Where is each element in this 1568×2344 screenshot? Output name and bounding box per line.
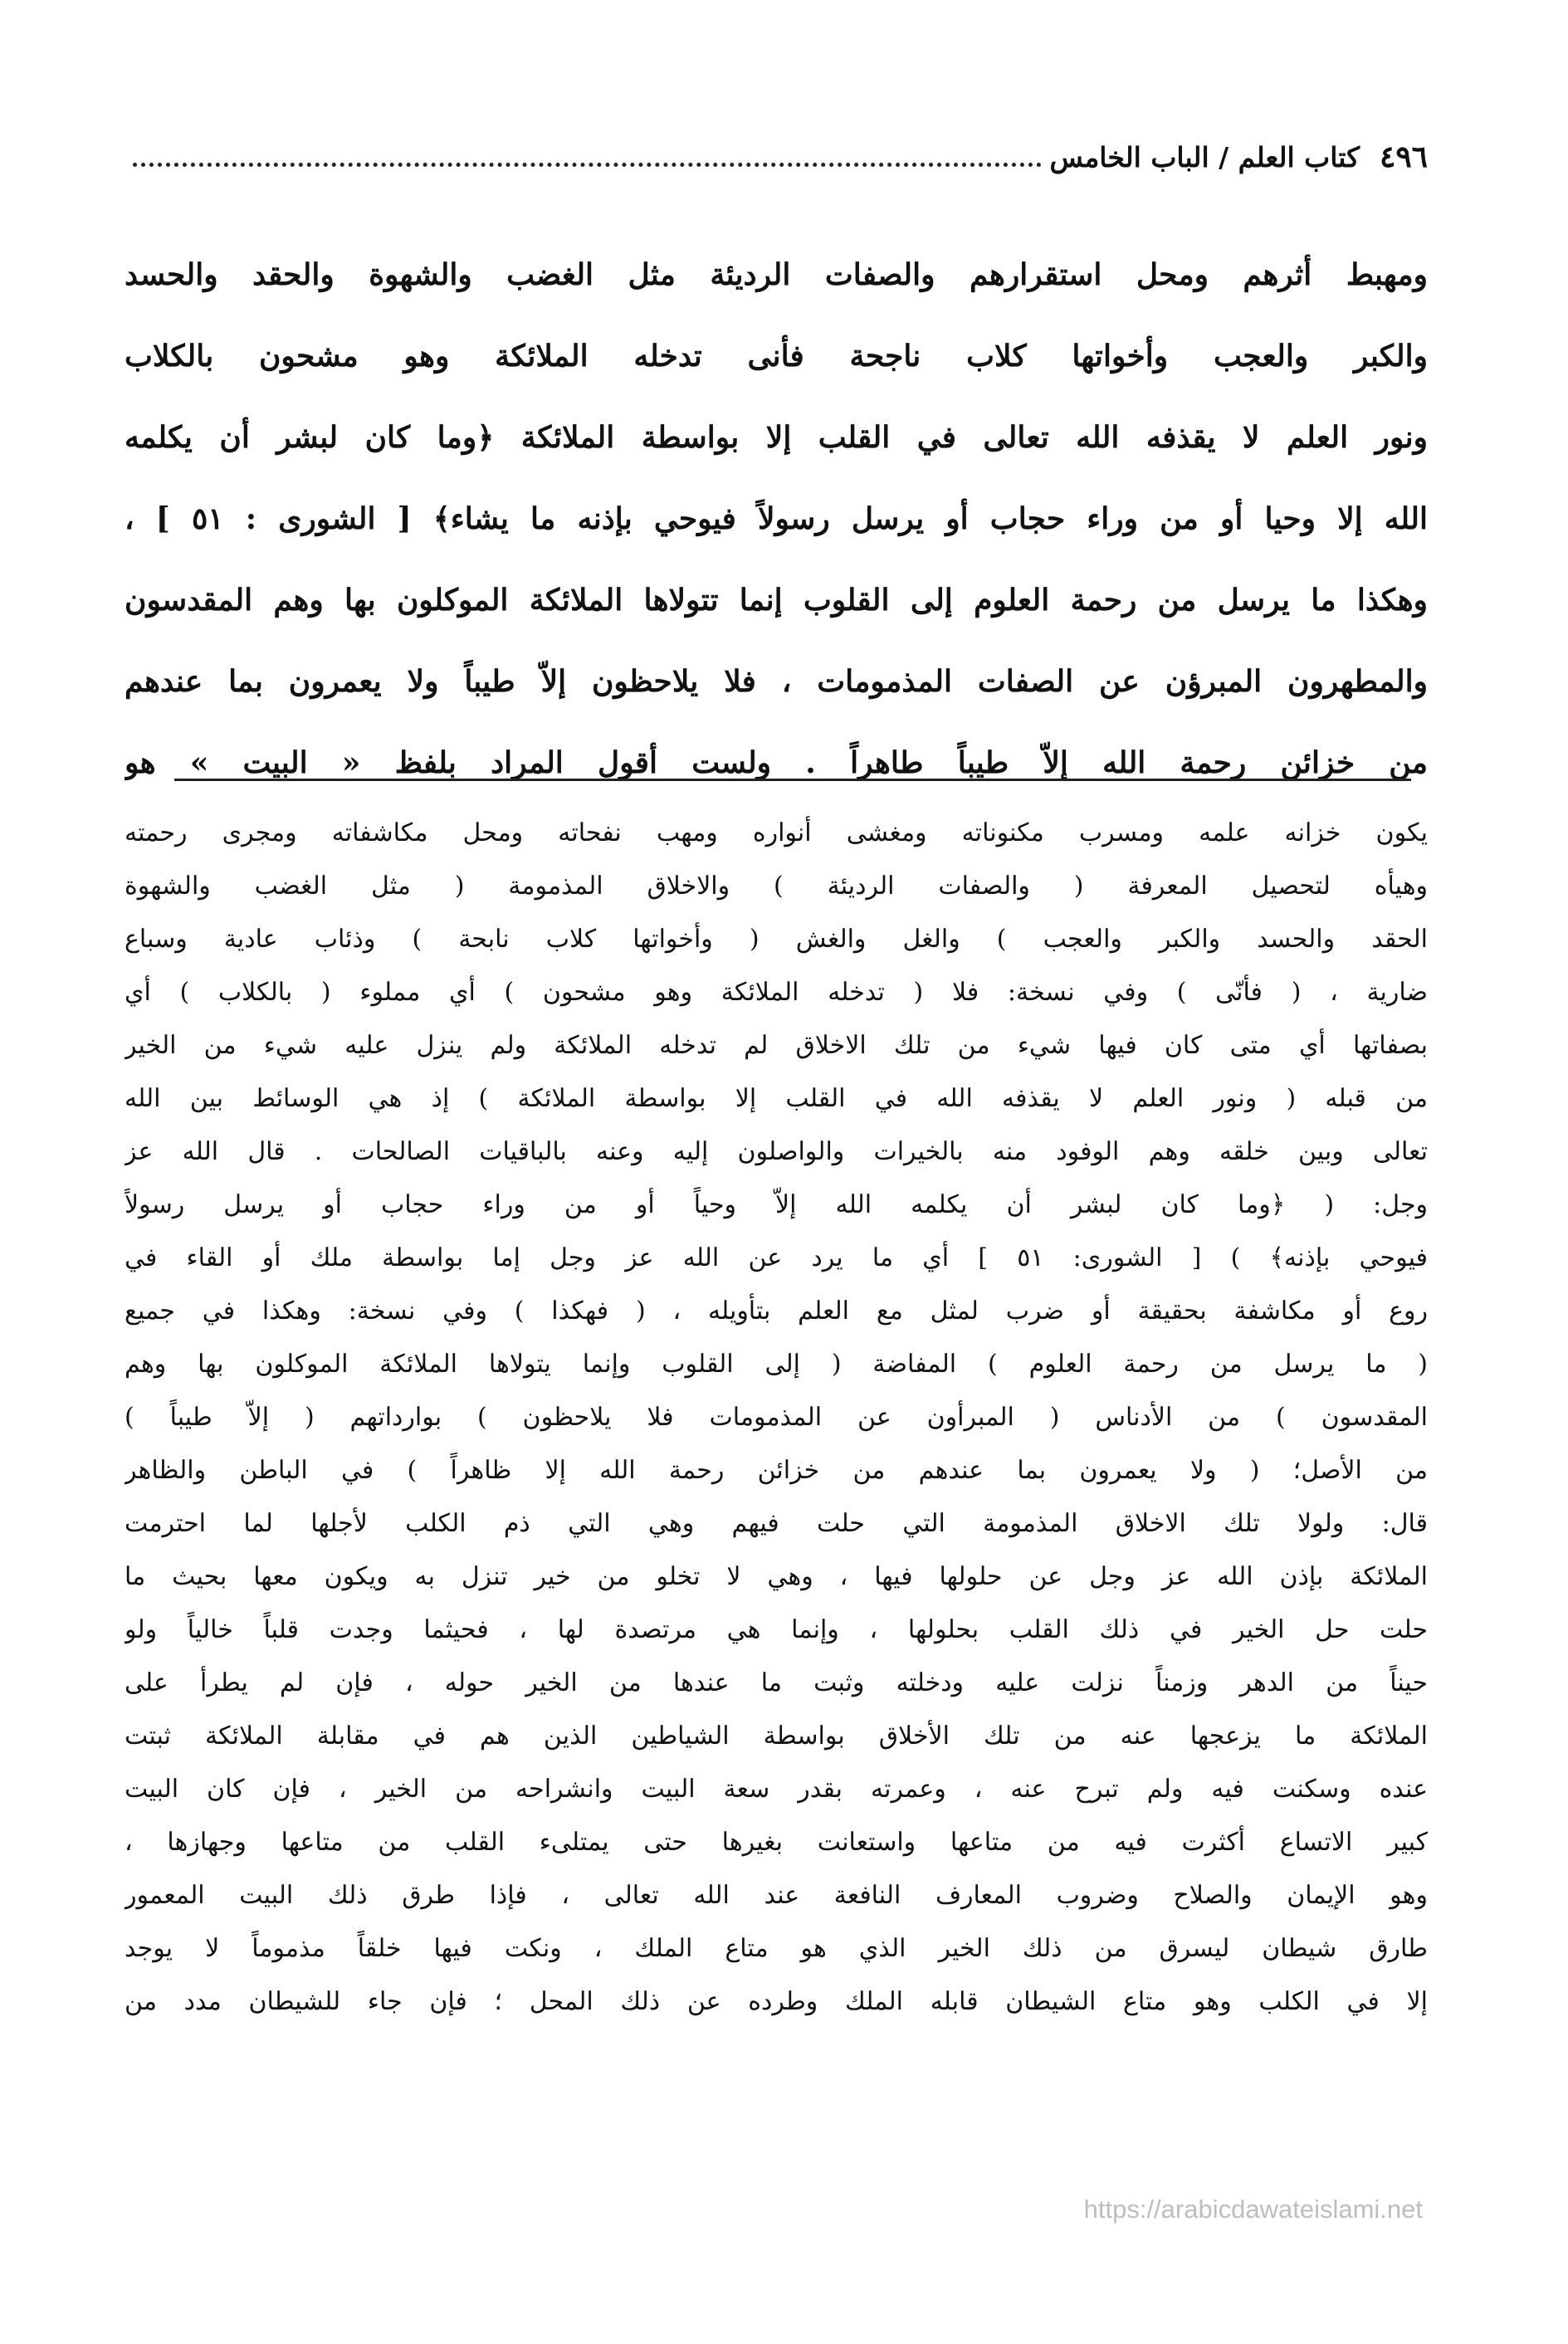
commentary-line: ( ما يرسل من رحمة العلوم ) المفاضة ( إلى القلوب وإنما يتولاها الملائكة الموكلون بها وهم xyxy=(125,1350,1428,1379)
footnote-separator xyxy=(174,779,1411,781)
commentary-line: من الأصل؛ ( ولا يعمرون بما عندهم من خزائن رحمة الله إلا ظاهراً ) في الباطن والظاهر xyxy=(125,1456,1428,1485)
page-number: ٤٩٦ xyxy=(1379,139,1428,174)
running-title: كتاب العلم / الباب الخامس xyxy=(1049,141,1360,173)
commentary-line: كبير الاتساع أكثرت فيه من متاعها واستعانت بغيرها حتى يمتلىء القلب من متاعها وجهازها ، xyxy=(125,1828,1428,1857)
commentary-line: من قبله ( ونور العلم لا يقذفه الله في القلب إلا بواسطة الملائكة ) إذ هي الوسائط بين الله xyxy=(125,1084,1428,1113)
source-watermark: https://arabicdawateislami.net xyxy=(1083,2195,1423,2224)
main-text-line: ومهبط أثرهم ومحل استقرارهم والصفات الرديئة مثل الغضب والشهوة والحقد والحسد xyxy=(125,257,1428,292)
commentary-line: الحقد والحسد والكبر والعجب ) والغل والغش ( وأخواتها كلاب نابحة ) وذئاب عادية وسباع xyxy=(125,925,1428,954)
main-text-line: والكبر والعجب وأخواتها كلاب ناجحة فأنى تدخله الملائكة وهو مشحون بالكلاب xyxy=(125,339,1428,374)
commentary-line: روع أو مكاشفة بحقيقة أو ضرب لمثل مع العلم بتأويله ، ( فهكذا ) وفي نسخة: وهكذا في جميع xyxy=(125,1297,1428,1326)
main-text-line: من خزائن رحمة الله إلاّ طيباً طاهراً . ولست أقول المراد بلفظ « البيت » هو xyxy=(125,745,1428,780)
header-leader-dots xyxy=(133,162,1042,167)
page-header xyxy=(125,139,1428,189)
commentary-line: تعالى وبين خلقه وهم الوفود منه بالخيرات والواصلون إليه وعنه بالباقيات الصالحات . قال الله عز xyxy=(125,1137,1428,1166)
main-text-line: ونور العلم لا يقذفه الله تعالى في القلب إلا بواسطة الملائكة ﴿وما كان لبشر أن يكلمه xyxy=(125,420,1428,455)
commentary-block xyxy=(125,807,1428,2029)
commentary-line: حيناً من الدهر وزمناً نزلت عليه ودخلته وثبت ما عندها من الخير حوله ، فإن لم يطرأ على xyxy=(125,1668,1428,1697)
commentary-line: ضارية ، ( فأنّى ) وفي نسخة: فلا ( تدخله الملائكة وهو مشحون ) أي مملوء ( بالكلاب ) أي xyxy=(125,978,1428,1007)
main-text-block xyxy=(125,234,1428,803)
commentary-line: بصفاتها أي متى كان فيها شيء من تلك الاخلاق لم تدخله الملائكة ولم ينزل عليه شيء من الخير xyxy=(125,1031,1428,1060)
main-text-line: والمطهرون المبرؤن عن الصفات المذمومات ، فلا يلاحظون إلاّ طيباً ولا يعمرون بما عندهم xyxy=(125,664,1428,699)
commentary-line: الملائكة ما يزعجها عنه من تلك الأخلاق بواسطة الشياطين الذين هم في مقابلة الملائكة ثبتت xyxy=(125,1721,1428,1751)
commentary-line: يكون خزانه علمه ومسرب مكنوناته ومغشى أنواره ومهب نفحاته ومحل مكاشفاته ومجرى رحمته xyxy=(125,818,1428,847)
commentary-line: وجل: ( ﴿وما كان لبشر أن يكلمه الله إلاّ وحياً أو من وراء حجاب أو يرسل رسولاً xyxy=(125,1190,1428,1219)
commentary-line: إلا في الكلب وهو متاع الشيطان قابله الملك وطرده عن ذلك المحل ؛ فإن جاء للشيطان مدد من xyxy=(125,1987,1428,2016)
commentary-line: المقدسون ) من الأدناس ( المبرأون عن المذمومات فلا يلاحظون ) بوارداتهم ( إلاّ طيباً ) xyxy=(125,1403,1428,1432)
commentary-line: قال: ولولا تلك الاخلاق المذمومة التي حلت فيهم وهي التي ذم الكلب لأجلها لما احترمت xyxy=(125,1509,1428,1538)
commentary-line: حلت حل الخير في ذلك القلب بحلولها ، وإنما هي مرتصدة لها ، فحيثما وجدت قلباً خالياً ولو xyxy=(125,1615,1428,1644)
commentary-line: وهو الإيمان والصلاح وضروب المعارف النافعة عند الله تعالى ، فإذا طرق ذلك البيت المعمور xyxy=(125,1881,1428,1910)
commentary-line: فيوحي بإذنه﴾ ) [ الشورى: ٥١ ] أي ما يرد عن الله عز وجل إما بواسطة ملك أو القاء في xyxy=(125,1243,1428,1272)
main-text-line: الله إلا وحيا أو من وراء حجاب أو يرسل رسولاً فيوحي بإذنه ما يشاء﴾ [ الشورى : ٥١ ] ، xyxy=(125,501,1428,536)
commentary-line: وهيأه لتحصيل المعرفة ( والصفات الرديئة ) والاخلاق المذمومة ( مثل الغضب والشهوة xyxy=(125,872,1428,901)
main-text-line: وهكذا ما يرسل من رحمة العلوم إلى القلوب إنما تتولاها الملائكة الموكلون بها وهم المقدسون xyxy=(125,583,1428,618)
commentary-line: الملائكة بإذن الله عز وجل عن حلولها فيها ، وهي لا تخلو من خير تنزل به ويكون معها بحيث ما xyxy=(125,1562,1428,1591)
commentary-line: عنده وسكنت فيه ولم تبرح عنه ، وعمرته بقدر سعة البيت وانشراحه من الخير ، فإن كان البيت xyxy=(125,1775,1428,1804)
commentary-line: طارق شيطان ليسرق من ذلك الخير الذي هو متاع الملك ، ونكت فيها خلقاً مذموماً لا يوجد xyxy=(125,1934,1428,1963)
